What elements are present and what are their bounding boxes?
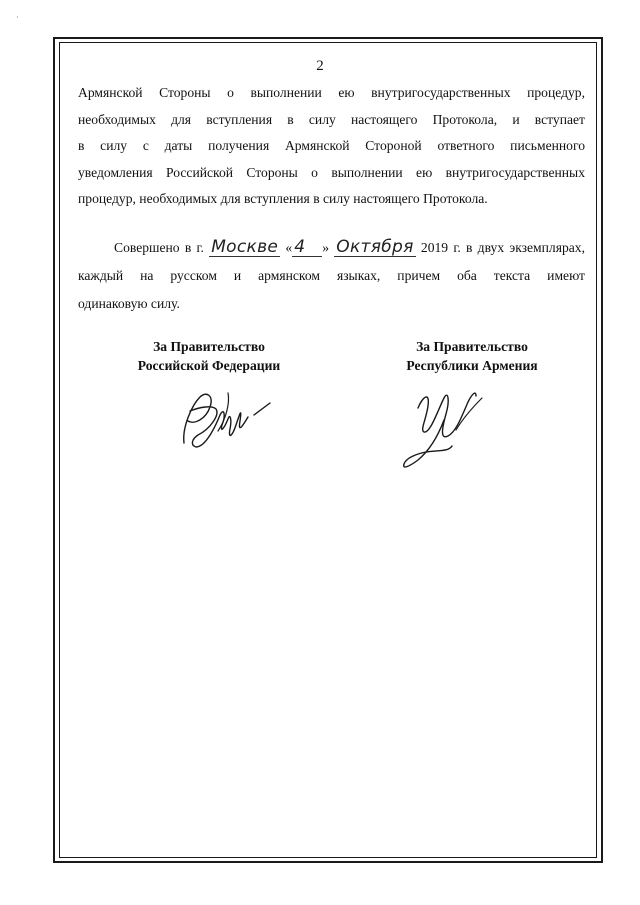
execution-suffix: 2019 г. в двух экземплярах,: [420, 240, 585, 255]
execution-line-1: [78, 234, 585, 262]
paragraph-line: процедур, необходимых для вступления в силу настоящего Протокола.: [78, 191, 488, 207]
signatory-armenia-heading: [362, 337, 582, 375]
page-number: 2: [316, 58, 324, 74]
handwritten-city: Москве: [211, 237, 279, 257]
signature-armenia: [390, 380, 500, 475]
paragraph-line: Армянской Стороны о выполнении ею внутригосударственных процедур,: [78, 85, 585, 100]
execution-clause-paragraph: [78, 234, 585, 318]
handwritten-day: 4: [292, 238, 322, 257]
execution-line-2: каждый на русском и армянском языках, причем оба текста имеют: [78, 268, 585, 283]
execution-prefix: Совершено в г.: [114, 240, 204, 255]
signature-russia: [170, 385, 280, 455]
signatory-label: За Правительство: [416, 339, 528, 354]
signatory-country: Республики Армения: [406, 358, 538, 373]
paragraph-line: необходимых для вступления в силу настоящего Протокола, и вступает: [78, 111, 585, 127]
paragraph-line: в силу с даты получения Армянской Стороной ответного письменного: [78, 138, 585, 154]
signatory-russia-heading: [99, 337, 319, 375]
signatory-label: За Правительство: [153, 339, 265, 354]
scan-speck: ·: [16, 13, 19, 22]
execution-line-3: одинаковую силу.: [78, 296, 180, 311]
signatory-country: Российской Федерации: [137, 358, 281, 373]
paragraph-line: уведомления Российской Стороны о выполнении ею внутригосударственных: [78, 164, 585, 180]
quote-close: »: [322, 240, 330, 255]
quote-open: «: [285, 240, 293, 255]
closing-clause-paragraph: [78, 80, 585, 213]
handwritten-month: Октября: [336, 237, 414, 257]
